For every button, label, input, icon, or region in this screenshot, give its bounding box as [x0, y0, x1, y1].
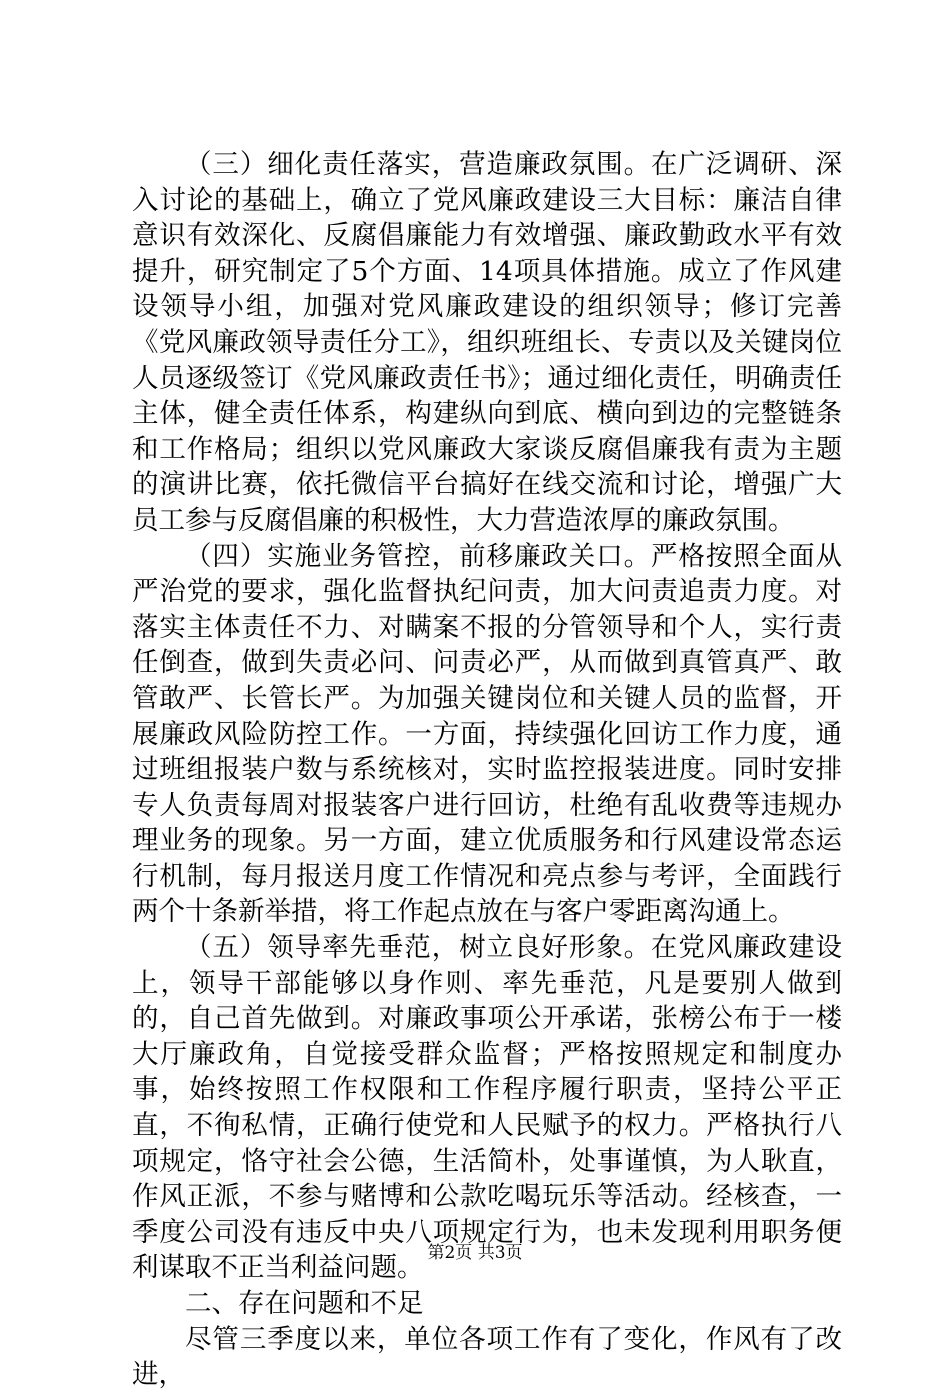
document-body [132, 147, 842, 1393]
paragraph-section-three: （三）细化责任落实，营造廉政氛围。在广泛调研、深入讨论的基础上，确立了党风廉政建设三大目标：廉洁自律意识有效深化、反腐倡廉能力有效增强、廉政勤政水平有效提升，研究制定了5个方面、14项具体措施。成立了作风建设领导小组，加强对党风廉政建设的组织领导；修订完善《党风廉政领导责任分工》，组织班组长、专责以及关键岗位人员逐级签订《党风廉政责任书》；通过细化责任，明确责任主体，健全责任体系，构建纵向到底、横向到边的完整链条和工作格局；组织以党风廉政大家谈反腐倡廉我有责为主题的演讲比赛，依托微信平台搞好在线交流和讨论，增强广大员工参与反腐倡廉的积极性，大力营造浓厚的廉政氛围。 [132, 149, 842, 536]
paragraph-problems-intro: 尽管三季度以来，单位各项工作有了变化，作风有了改进， [132, 1323, 842, 1391]
paragraph-section-four: （四）实施业务管控，前移廉政关口。严格按照全面从严治党的要求，强化监督执纪问责，加大问责追责力度。对落实主体责任不力、对瞒案不报的分管领导和个人，实行责任倒查，做到失责必问、问责必严，从而做到真管真严、敢管敢严、长管长严。为加强关键岗位和关键人员的监督，开展廉政风险防控工作。一方面，持续强化回访工作力度，通过班组报装户数与系统核对，实时监控报装进度。同时安排专人负责每周对报装客户进行回访，杜绝有乱收费等违规办理业务的现象。另一方面，建立优质服务和行风建设常态运行机制，每月报送月度工作情况和亮点参与考评，全面践行两个十条新举措，将工作起点放在与客户零距离沟通上。 [132, 540, 842, 928]
page-number-footer: 第2页 共3页 [427, 1243, 523, 1263]
section-heading-problems: 二、存在问题和不足 [185, 1288, 424, 1319]
paragraph-section-five: （五）领导率先垂范，树立良好形象。在党风廉政建设上，领导干部能够以身作则、率先垂范，凡是要别人做到的，自己首先做到。对廉政事项公开承诺，张榜公布于一楼大厅廉政角，自觉接受群众监督；严格按照规定和制度办事，始终按照工作权限和工作程序履行职责，坚持公平正直，不徇私情，正确行使党和人民赋予的权力。严格执行八项规定，恪守社会公德，生活简朴，处事谨慎，为人耿直，作风正派，不参与赌博和公款吃喝玩乐等活动。经核查，一季度公司没有违反中央八项规定行为，也未发现利用职务便利谋取不正当利益问题。 [132, 932, 842, 1284]
